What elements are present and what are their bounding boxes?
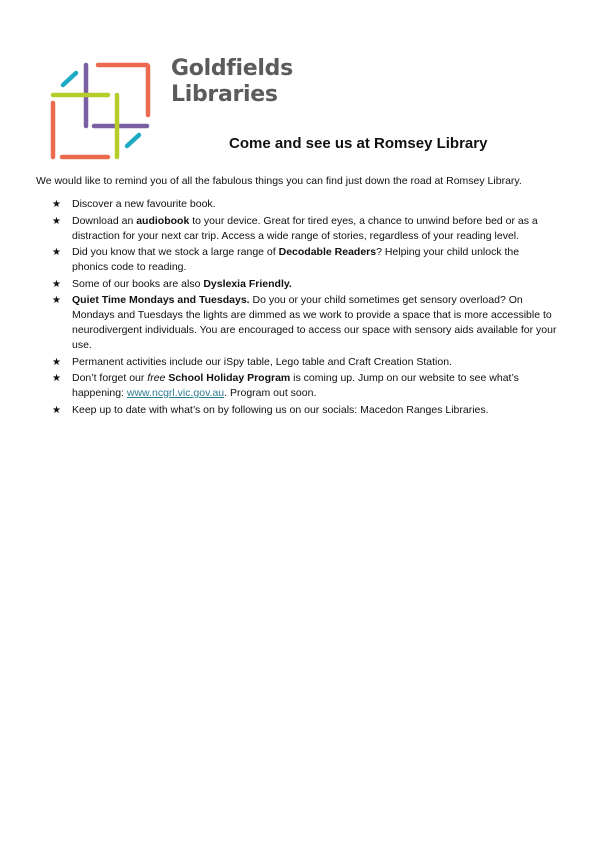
star-icon: ★ <box>52 404 61 416</box>
item-text-pre: Some of our books are also <box>72 277 204 290</box>
logo-line-2: Libraries <box>171 82 278 107</box>
item-text-post: Do you or your child sometimes get sensory overload? On Mondays and Tuesdays the lights are dimmed as we work to provide a space that is more accessible to neurodivergent individuals. You are encouraged to access our space with sensory aids available for your use. <box>72 294 557 351</box>
item-text-bold: Quiet Time Mondays and Tuesdays. <box>72 294 250 306</box>
item-text-bold: School Holiday Program <box>168 372 291 384</box>
logo-line-1: Goldfields <box>171 56 293 81</box>
list-item <box>52 277 557 292</box>
item-text-bold: audiobook <box>136 214 190 227</box>
logo-stroke-teal-top <box>63 73 76 85</box>
list-item <box>52 293 557 353</box>
list-item <box>52 371 557 401</box>
logo-stroke-teal-bottom <box>127 135 139 146</box>
star-icon: ★ <box>52 278 61 290</box>
item-text-bold: Decodable Readers <box>278 246 377 258</box>
logo-wordmark <box>171 56 293 108</box>
list-item <box>52 245 557 275</box>
list-item <box>52 214 557 244</box>
item-text-bold: Dyslexia Friendly. <box>203 277 292 290</box>
goldfields-libraries-logo-mark <box>50 60 154 164</box>
item-text-pre: Did you know that we stock a large range of <box>72 246 279 258</box>
star-icon: ★ <box>52 215 61 227</box>
item-text: Discover a new favourite book. <box>72 198 216 210</box>
item-text-pre: Don’t forget our <box>72 372 148 384</box>
star-icon: ★ <box>52 373 61 384</box>
item-text: Keep up to date with what’s on by following us on our socials: Macedon Ranges Libraries. <box>72 403 489 416</box>
item-text-pre: Download an <box>72 214 137 227</box>
star-icon: ★ <box>52 356 61 368</box>
item-text: Permanent activities include our iSpy table, Lego table and Craft Creation Station. <box>72 355 452 368</box>
item-text-italic: free <box>147 372 166 384</box>
item-text-tail: . Program out soon. <box>224 387 317 399</box>
item-text-post: to your device. Great for tired eyes, a chance to unwind before bed or as a distraction for your next car trip. Access a wide range of stories, regardless of your reading level. <box>72 214 538 242</box>
item-text-post: is coming up. Jump on our website to see what’s happening: <box>72 372 519 399</box>
star-icon: ★ <box>52 247 61 258</box>
star-icon: ★ <box>52 295 61 306</box>
list-item <box>52 197 557 212</box>
feature-list <box>52 197 557 419</box>
star-icon: ★ <box>52 199 61 210</box>
list-item <box>52 355 557 370</box>
page-heading: Come and see us at Romsey Library <box>229 135 488 152</box>
website-link[interactable]: www.ncgrl.vic.gov.au <box>126 387 225 399</box>
intro-paragraph: We would like to remind you of all the fabulous things you can find just down the road at Romsey Library. <box>36 175 522 187</box>
list-item <box>52 403 557 418</box>
item-text-post: ? Helping your child unlock the phonics code to reading. <box>72 246 520 273</box>
